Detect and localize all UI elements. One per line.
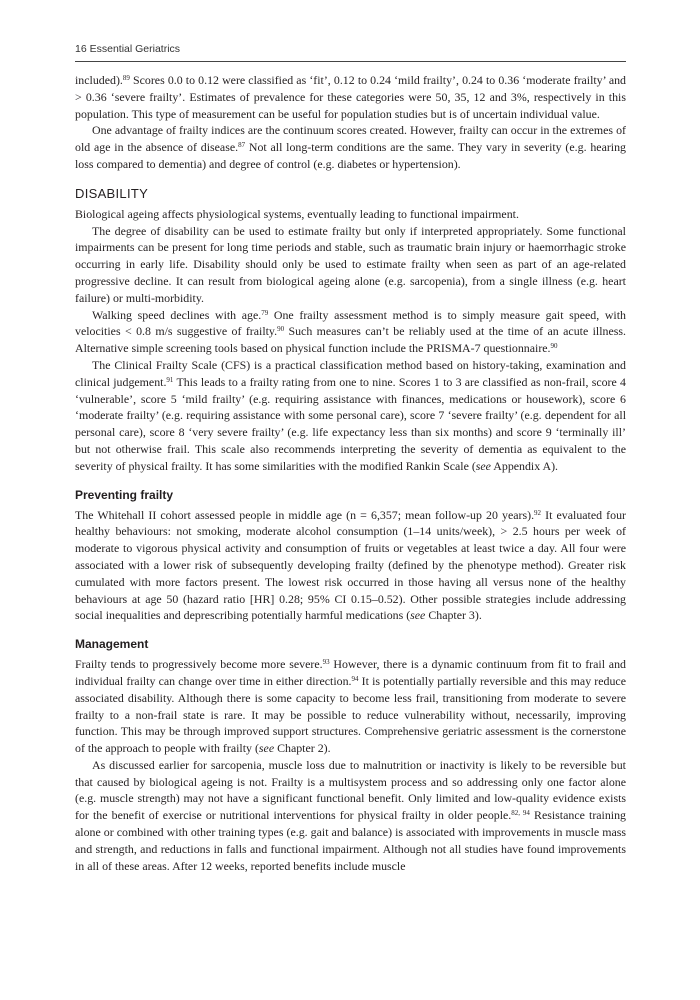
section-heading-preventing-frailty: Preventing frailty: [75, 487, 174, 502]
text-run: Walking speed declines with age.: [92, 307, 262, 322]
text-run: Not all long-term conditions are the same. They vary in severity (e.g. hearing loss compared to dementia) and degree of control (e.g. diabetes or hypertension).: [75, 140, 626, 171]
text-run: Chapter 2).: [274, 741, 331, 756]
text-run: It is potentially partially reversible and this may reduce associated disability. Although there is some capacity to become less frail, transitioning from moderate to severe frailty to a non-frail state is rare. It may be possible to reduce vulnerability without, necessarily, improving function. This may be through improved support structures. Comprehensive geriatric assessment is the cornerstone of the approach to people with frailty (: [75, 673, 626, 756]
text-run: However, there is a dynamic continuum from fit to frail and individual frailty can change over time in either direction.: [75, 657, 626, 688]
paragraph: [75, 122, 626, 172]
text-run: One frailty assessment method is to simply measure gait speed, with velocities < 0.8 m/s suggestive of frailty.: [75, 307, 626, 339]
text-run: This leads to a frailty rating from one to nine. Scores 1 to 3 are classified as non-frail, score 4 ‘vulnerable’, score 5 ‘mild frailty’ (e.g. requiring assistance with finances, medications or housework), score 6 ‘moderate frailty’ (e.g. requiring assistance with some personal care), score 7 ‘severe frailty’ (e.g. dependent for all personal care), score 8 ‘very severe frailty’ (e.g. life expectancy less than six months) and score 9 ‘terminally ill’ but not otherwise frail. This scale also recommends interpreting the severity of dementia as equivalent to the severity of physical frailty. It has some similarities with the modified Rankin Scale (: [75, 374, 626, 473]
citation: 87: [238, 141, 246, 150]
citation: 90: [277, 325, 285, 334]
running-head: 16 Essential Geriatrics: [75, 43, 181, 55]
citation: 89: [122, 74, 130, 82]
citation: 94: [351, 674, 359, 683]
text-run: One advantage of frailty indices are the continuum scores created. However, frailty can occur in the extremes of old age in the absence of disease.: [75, 123, 626, 155]
text-run: Frailty tends to progressively become more severe.: [75, 657, 323, 672]
section-heading-disability: DISABILITY: [75, 185, 149, 201]
section-heading-management: Management: [75, 637, 149, 652]
paragraph: The degree of disability can be used to estimate frailty but only if interpreted appropriately. Some functional impairments can be present for long time periods and stable, such as traumatic brain injury or haemorrhagic stroke occurring in early life. Disability should only be used to estimate frailty when seen as part of an age-related progressive decline. It can result from biological ageing alone (e.g. sarcopenia), from a single illness (e.g. heart failure) or multi-morbidity.: [75, 223, 626, 305]
emphasis: see: [258, 741, 275, 756]
text-run: Resistance training alone or combined with other training types (e.g. gait and balance) is associated with improvements in muscle mass and strength, and reductions in falls and functional impairment. Although not all studies have found improvements in all of these areas. After 12 weeks, reported benefits include muscle: [75, 808, 626, 873]
text-run: Appendix A).: [490, 458, 559, 473]
text-run: The Clinical Frailty Scale (CFS) is a practical classification method based on history-taking, examination and clinical judgement.: [75, 357, 626, 389]
citation: 93: [322, 658, 330, 667]
citation: 82, 94: [511, 809, 530, 818]
citation: 91: [166, 375, 174, 384]
paragraph: [75, 307, 626, 357]
paragraph: [75, 507, 626, 625]
paragraph: Biological ageing affects physiological systems, eventually leading to functional impairment.: [75, 206, 519, 221]
paragraph: [75, 357, 626, 475]
paragraph: [75, 72, 626, 122]
header-rule: [75, 61, 626, 62]
text-run: The Whitehall II cohort assessed people in middle age (n = 6,357; mean follow-up 20 years).: [75, 507, 535, 522]
text-run: Chapter 3).: [425, 608, 482, 623]
body-text: [75, 72, 626, 874]
emphasis: see: [410, 608, 426, 623]
citation: 79: [261, 308, 269, 317]
emphasis: see: [475, 458, 491, 473]
citation: 90: [550, 342, 558, 351]
text-run: included).: [75, 73, 123, 87]
text-run: It evaluated four healthy behaviours: not smoking, moderate alcohol consumption (1–14 units/week), > 2.5 hours per week of moderate to vigorous physical activity and consumption of fruits or vegetables at least twice a day. All four were associated with a lower risk of subsequently developing frailty (defined by the phenotype method). Greater risk cumulated with more factors present. The lowest risk occurred in those having all versus none of the healthy behaviours at age 50 (hazard ratio [HR] 0.28; 95% CI 0.15–0.52). Other possible strategies include addressing social inequalities and deprescribing potentially harmful medications (: [75, 507, 626, 623]
paragraph: [75, 656, 626, 757]
paragraph: [75, 757, 626, 875]
text-run: Scores 0.0 to 0.12 were classified as ‘fit’, 0.12 to 0.24 ‘mild frailty’, 0.24 to 0.36 ‘moderate frailty’ and > 0.36 ‘severe frailty’. Estimates of prevalence for these categories were 50, 35, 12 and 3%, respectively in this population. This type of measurement can be useful for population studies but is of uncertain individual value.: [75, 73, 626, 121]
text-run: Such measures can’t be reliably used at the time of an acute illness. Alternative simple screening tools based on physical function include the PRISMA-7 questionnaire.: [75, 324, 626, 356]
text-run: As discussed earlier for sarcopenia, muscle loss due to malnutrition or inactivity is likely to be reversible but that caused by biological ageing is not. Frailty is a multisystem process and so addressing only one factor alone (e.g. muscle strength) may not have a significant functional benefit. Only limited and low-quality evidence exists for the benefit of exercise or nutritional interventions for physical frailty in older people.: [75, 757, 626, 823]
citation: 92: [534, 508, 542, 517]
